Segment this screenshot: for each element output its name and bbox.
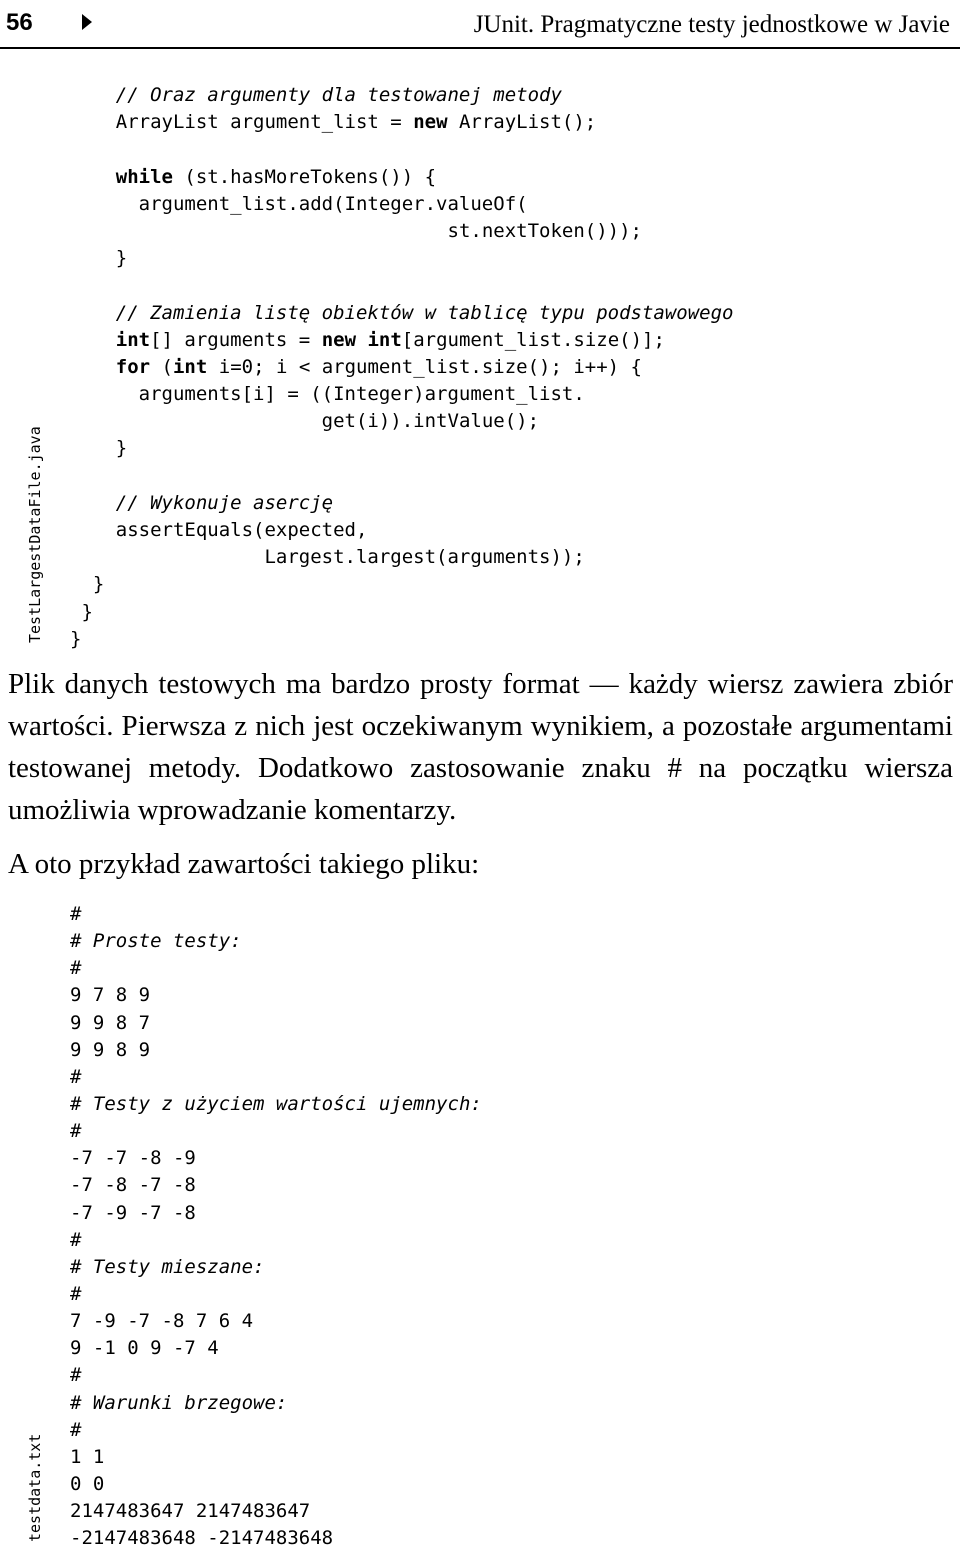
page-header <box>0 0 960 50</box>
code-text: 9 9 8 9 <box>70 1038 151 1061</box>
file-label-test-largest: TestLargestDataFile.java <box>26 426 44 643</box>
code-line <box>70 381 733 408</box>
code-text: [argument_list.size()]; <box>401 328 665 351</box>
code-text: -7 -9 -7 -8 <box>70 1201 196 1224</box>
code-line <box>70 1227 482 1254</box>
code-line <box>70 928 482 955</box>
code-comment: // Zamienia listę obiektów w tablicę typu podstawowego <box>115 301 734 324</box>
code-text: ArrayList argument_list = <box>115 111 414 134</box>
code-listing-test-largest <box>70 82 733 653</box>
code-line <box>70 955 482 982</box>
code-text: # <box>70 1418 82 1441</box>
code-text: -2147483648 -2147483648 <box>70 1527 334 1550</box>
code-text: # <box>70 1364 82 1387</box>
code-comment: // Oraz argumenty dla testowanej metody <box>115 84 562 106</box>
body-paragraph-intro: A oto przykład zawartości takiego pliku: <box>8 848 480 880</box>
code-text: # <box>70 1120 82 1143</box>
code-line <box>70 218 733 245</box>
code-text: # <box>70 957 82 980</box>
code-comment: Testy mieszane: <box>92 1255 265 1278</box>
code-line <box>70 245 733 272</box>
code-comment: Warunki brzegowe: <box>92 1391 288 1414</box>
code-line <box>70 1498 482 1525</box>
code-line <box>70 901 482 928</box>
code-text: ( <box>150 355 173 378</box>
code-text: # <box>70 1282 82 1305</box>
code-line <box>70 354 733 381</box>
code-text: 1 1 <box>70 1445 105 1468</box>
code-line <box>70 1010 482 1037</box>
code-line <box>70 435 733 462</box>
code-line <box>70 408 733 435</box>
code-text: assertEquals(expected, <box>115 519 368 541</box>
code-text: # <box>70 1065 82 1088</box>
code-comment: Proste testy: <box>92 930 242 953</box>
code-line <box>70 82 733 109</box>
code-line <box>70 1064 482 1091</box>
code-text: [] arguments = <box>150 328 322 351</box>
code-line <box>70 191 733 218</box>
code-text: get(i)).intValue(); <box>321 410 540 433</box>
code-line <box>70 599 733 626</box>
file-label-testdata: testdata.txt <box>26 1433 44 1542</box>
code-line <box>70 300 733 327</box>
code-line <box>70 1444 482 1471</box>
page-number: 56 <box>6 9 33 36</box>
code-line <box>70 517 733 544</box>
code-text: 9 9 8 7 <box>70 1011 151 1034</box>
code-line <box>70 463 733 490</box>
code-line <box>70 109 733 136</box>
code-line <box>70 1335 482 1362</box>
header-rule <box>0 47 960 49</box>
code-text: -7 -7 -8 -9 <box>70 1147 196 1170</box>
code-line <box>70 1471 482 1498</box>
code-keyword: int <box>367 328 402 351</box>
code-text: i=0; i < argument_list.size(); i++) { <box>207 355 642 378</box>
code-line <box>70 1417 482 1444</box>
code-text: -7 -8 -7 -8 <box>70 1174 196 1197</box>
code-keyword: for <box>115 355 151 378</box>
code-line <box>70 1118 482 1145</box>
code-text: # <box>70 1228 82 1251</box>
code-text: } <box>115 437 128 460</box>
code-comment: // Wykonuje asercję <box>115 491 334 514</box>
code-line <box>70 327 733 354</box>
triangle-right-icon <box>82 14 92 30</box>
code-text: # <box>70 903 82 925</box>
code-keyword: int <box>172 355 208 378</box>
code-line <box>70 1362 482 1389</box>
code-text: # <box>70 930 93 953</box>
code-text: 9 7 8 9 <box>70 984 151 1007</box>
code-keyword: while <box>115 165 173 188</box>
code-text: argument_list.add(Integer.valueOf( <box>138 192 528 215</box>
code-text: 7 -9 -7 -8 7 6 4 <box>70 1310 254 1333</box>
code-keyword: new <box>413 111 448 134</box>
code-line <box>70 1091 482 1118</box>
code-text: } <box>70 627 82 650</box>
code-keyword: new <box>321 328 357 351</box>
code-text: } <box>92 573 105 596</box>
code-line <box>70 982 482 1009</box>
code-line <box>70 272 733 299</box>
code-text: (st.hasMoreTokens()) { <box>172 165 437 188</box>
code-keyword: int <box>115 328 151 351</box>
code-text: ArrayList(); <box>447 111 597 134</box>
code-line <box>70 1254 482 1281</box>
code-line <box>70 1037 482 1064</box>
code-line <box>70 1525 482 1552</box>
code-line <box>70 544 733 571</box>
code-line <box>70 1281 482 1308</box>
code-text: # <box>70 1391 93 1414</box>
code-listing-testdata <box>70 901 482 1552</box>
code-line <box>70 626 733 653</box>
code-text: 2147483647 2147483647 <box>70 1500 311 1523</box>
running-title: JUnit. Pragmatyczne testy jednostkowe w Javie <box>473 11 950 38</box>
code-text: 0 0 <box>70 1472 105 1495</box>
code-text: } <box>115 247 128 270</box>
code-line <box>70 1390 482 1417</box>
code-line <box>70 1145 482 1172</box>
code-line <box>70 1308 482 1335</box>
code-text <box>356 329 367 351</box>
code-text: } <box>81 600 93 623</box>
code-text: # <box>70 1255 93 1278</box>
code-line <box>70 136 733 163</box>
code-text: # <box>70 1092 93 1115</box>
code-line <box>70 1200 482 1227</box>
code-text: Largest.largest(arguments)); <box>264 546 585 569</box>
code-line <box>70 571 733 598</box>
code-comment: Testy z użyciem wartości ujemnych: <box>92 1092 482 1115</box>
code-text: arguments[i] = ((Integer)argument_list. <box>138 383 585 406</box>
code-line <box>70 490 733 517</box>
code-text: 9 -1 0 9 -7 4 <box>70 1337 219 1360</box>
code-text: st.nextToken())); <box>447 219 642 242</box>
code-line <box>70 164 733 191</box>
code-line <box>70 1172 482 1199</box>
body-paragraph: Plik danych testowych ma bardzo prosty format — każdy wiersz zawiera zbiór wartości. Pierwsza z nich jest oczekiwanym wynikiem, a pozostałe argumentami testowanej metody. Dodatkowo zastosowanie znaku # na początku wiersza umożliwia wprowadzanie komentarzy. <box>8 668 953 826</box>
